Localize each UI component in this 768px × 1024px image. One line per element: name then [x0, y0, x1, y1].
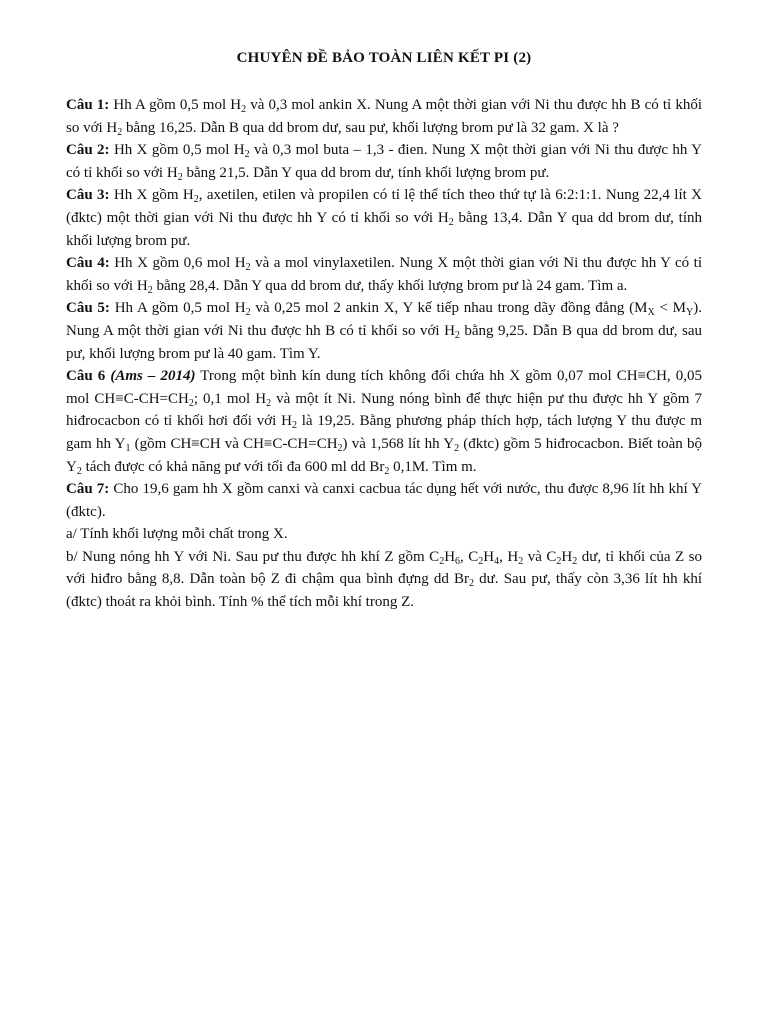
question-5	[66, 297, 702, 365]
question-text: Cho 19,6 gam hh X gồm canxi và canxi cacbua tác dụng hết với nước, thu được 8,96 lít hh khí Y (đktc).	[66, 481, 702, 520]
question-source: (Ams – 2014)	[105, 368, 196, 385]
question-text: Hh A gồm 0,5 mol $H_2$ và 0,3 mol ankin X. Nung A một thời gian với Ni thu được hh B có tỉ khối so với $H_2$ bằng 16,25. Dẫn B qua dd brom dư, sau pư, khối lượng brom pư là 32 gam. X là ?	[66, 97, 702, 138]
question-label: Câu 2:	[66, 142, 110, 159]
question-1	[66, 94, 702, 139]
question-text: Hh A gồm 0,5 mol $H_2$ và 0,25 mol 2 ankin X, Y kế tiếp nhau trong dãy đồng đẳng $(M_X < M_Y)$. Nung A một thời gian với Ni thu được hh B có tỉ khối so với $H_2$ bằng 9,25. Dẫn B qua dd brom dư, sau pư, khối lượng brom pư là 40 gam. Tìm Y.	[66, 300, 703, 362]
question-label: Câu 4:	[66, 255, 110, 272]
question-7-part-b: b/ Nung nóng hh Y với Ni. Sau pư thu được hh khí Z gồm $C_2H_6$, $C_2H_4$, $H_2$ và $C_2H_2$ dư, tỉ khối của Z so với hiđro bằng 8,8. Dẫn toàn bộ Z đi chậm qua bình đựng dd $Br_2$ dư. Sau pư, thấy còn 3,36 lít hh khí (đktc) thoát ra khỏi bình. Tính % thể tích mỗi khí trong Z.	[66, 548, 702, 611]
question-text: Hh X gồm 0,6 mol $H_2$ và a mol vinylaxetilen. Nung X một thời gian với Ni thu được hh Y có tỉ khối so với $H_2$ bằng 28,4. Dẫn Y qua dd brom dư, thấy khối lượng brom pư là 24 gam. Tìm a.	[66, 255, 702, 296]
question-label: Câu 6	[66, 368, 106, 385]
question-4	[66, 252, 702, 297]
document-content	[66, 94, 702, 614]
question-7-part-a: a/ Tính khối lượng mỗi chất trong X.	[66, 526, 288, 543]
question-7	[66, 478, 702, 523]
question-2	[66, 139, 702, 184]
question-text: Trong một bình kín dung tích không đổi chứa hh X gồm 0,07 mol CH≡CH, 0,05 mol $CH\equiv C-CH=CH_2$; 0,1 mol $H_2$ và một ít Ni. Nung nóng bình để thực hiện pư thu được hh Y gồm 7 hiđrocacbon có tỉ khối hơi đối với $H_2$ là 19,25. Bằng phương pháp thích hợp, tách lượng Y thu được m gam hh $Y_1$ (gồm CH≡CH và $CH\equiv C-CH=CH_2$) và 1,568 lít hh $Y_2$ (đktc) gồm 5 hiđrocacbon. Biết toàn bộ $Y_2$ tách được có khả năng pư với tối đa 600 ml dd $Br_2$ 0,1M. Tìm m.	[66, 368, 702, 477]
question-text: Hh X gồm 0,5 mol $H_2$ và 0,3 mol buta – 1,3 - đien. Nung X một thời gian với Ni thu được hh Y có tỉ khối so với $H_2$ bằng 21,5. Dẫn Y qua dd brom dư, tính khối lượng brom pư.	[66, 142, 703, 183]
question-6	[66, 365, 702, 478]
question-label: Câu 3:	[66, 187, 110, 204]
question-label: Câu 5:	[66, 300, 110, 317]
question-label: Câu 7:	[66, 481, 110, 498]
document-title: CHUYÊN ĐỀ BẢO TOÀN LIÊN KẾT PI (2)	[236, 50, 532, 66]
question-label: Câu 1:	[66, 97, 110, 113]
question-3	[66, 184, 702, 252]
question-text: Hh X gồm $H_2$, axetilen, etilen và propilen có tỉ lệ thể tích theo thứ tự là 6:2:1:1. Nung 22,4 lít X (đktc) một thời gian với Ni thu được hh Y có tỉ khối so với $H_2$ bằng 13,4. Dẫn Y qua dd brom dư, tính khối lượng brom pư.	[66, 187, 702, 249]
